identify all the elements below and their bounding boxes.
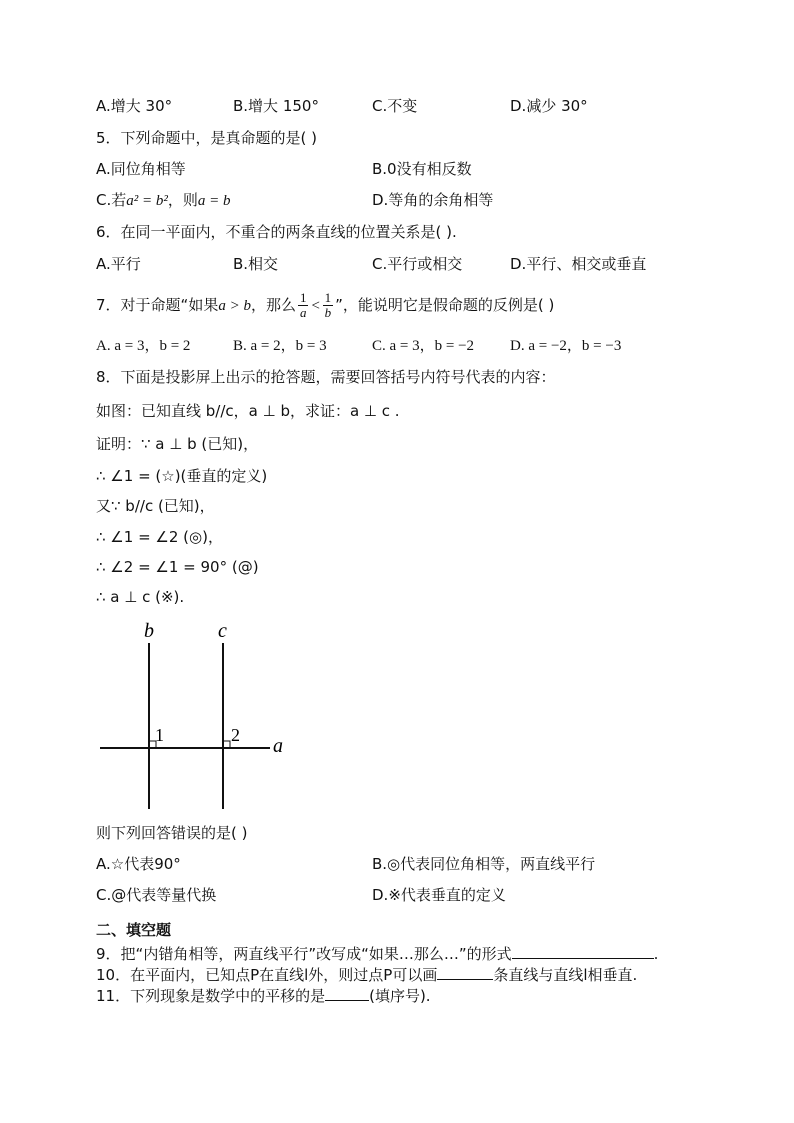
q7-option-b: B. a = 2，b = 3 [233, 338, 327, 354]
label-b: b [144, 620, 154, 642]
q5-option-c-mid: ，则 [167, 191, 198, 209]
right-angle-mark-2 [223, 741, 230, 748]
q8-given: 如图：已知直线 b//c，a ⊥ b，求证：a ⊥ c . [96, 402, 400, 420]
q8-question: 则下列回答错误的是( ) [96, 824, 248, 842]
q11-text-b: (填序号). [369, 987, 431, 1005]
q8-option-c: C.@代表等量代换 [96, 886, 217, 904]
angle-label-2: 2 [231, 725, 240, 745]
q5-option-a: A.同位角相等 [96, 160, 186, 178]
q8-stem: 8．下面是投影屏上出示的抢答题，需要回答括号内符号代表的内容： [96, 368, 556, 386]
q11-answer-blank[interactable] [325, 986, 369, 1001]
label-a: a [273, 735, 283, 757]
q5-option-b: B.0没有相反数 [372, 160, 472, 178]
q4-option-a: A.增大 30° [96, 97, 173, 115]
q4-option-b: B.增大 150° [233, 97, 319, 115]
section-2-title: 二、填空题 [96, 921, 172, 939]
q7-option-a: A. a = 3，b = 2 [96, 338, 191, 354]
q7-fraction-2: $\frac{1}{b}$ [324, 290, 332, 320]
q10 [96, 965, 637, 985]
label-c: c [218, 620, 227, 642]
q8-proof-line-2: ∴ ∠1 = (☆)(垂直的定义) [96, 467, 268, 485]
q7-less-than: < [310, 298, 321, 314]
q10-text-b: 条直线与直线l相垂直. [493, 966, 638, 984]
q7-fraction-1: $\frac{1}{a}$ [299, 290, 307, 320]
q9-text: 9．把“内错角相等，两直线平行”改写成“如果…那么…”的形式 [96, 945, 512, 963]
q6-option-a: A.平行 [96, 255, 141, 273]
q9-end: . [653, 945, 659, 963]
q10-text-a: 10．在平面内，已知点P在直线l外，则过点P可以画 [96, 966, 438, 984]
q8-option-a: A.☆代表90° [96, 855, 181, 873]
q7-stem-a: 7．对于命题“如果 [96, 296, 219, 314]
q7-option-d: D. a = −2，b = −3 [510, 338, 622, 354]
q8-proof-line-1: 证明：∵ a ⊥ b (已知)， [96, 435, 259, 453]
q10-answer-blank[interactable] [437, 965, 493, 980]
q8-proof-line-4: ∴ ∠1 = ∠2 (◎)， [96, 528, 223, 546]
q8-figure [95, 615, 295, 815]
q7-stem [96, 290, 554, 321]
q7-option-c: C. a = 3，b = −2 [372, 338, 475, 354]
q5-option-c-expr1: a² = b² [126, 193, 168, 209]
q6-stem: 6．在同一平面内，不重合的两条直线的位置关系是( ). [96, 223, 457, 241]
q6-option-b: B.相交 [233, 255, 279, 273]
q8-proof-line-3: 又∵ b//c (已知)， [96, 497, 215, 515]
q7-stem-c: ”，能说明它是假命题的反例是( ) [335, 296, 555, 314]
q7-stem-expr: a > b [218, 298, 251, 314]
q5-stem: 5．下列命题中，是真命题的是( ) [96, 129, 318, 147]
q6-option-c: C.平行或相交 [372, 255, 463, 273]
q5-option-d: D.等角的余角相等 [372, 191, 494, 209]
q5-option-c-prefix: C.若 [96, 191, 127, 209]
angle-label-1: 1 [155, 725, 164, 745]
q9-answer-blank[interactable] [512, 944, 654, 959]
q11-text-a: 11．下列现象是数学中的平移的是 [96, 987, 326, 1005]
q6-option-d: D.平行、相交或垂直 [510, 255, 647, 273]
q9 [96, 944, 658, 964]
q4-option-d: D.减少 30° [510, 97, 588, 115]
q8-proof-line-6: ∴ a ⊥ c (※). [96, 588, 185, 606]
q7-stem-b: ，那么 [250, 296, 296, 314]
q8-option-d: D.※代表垂直的定义 [372, 886, 506, 904]
q4-option-c: C.不变 [372, 97, 418, 115]
q8-option-b: B.◎代表同位角相等，两直线平行 [372, 855, 596, 873]
q5-option-c-expr2: a = b [197, 193, 231, 209]
q8-proof-line-5: ∴ ∠2 = ∠1 = 90° (@) [96, 558, 259, 576]
q5-option-c [96, 190, 231, 211]
q11 [96, 986, 431, 1006]
